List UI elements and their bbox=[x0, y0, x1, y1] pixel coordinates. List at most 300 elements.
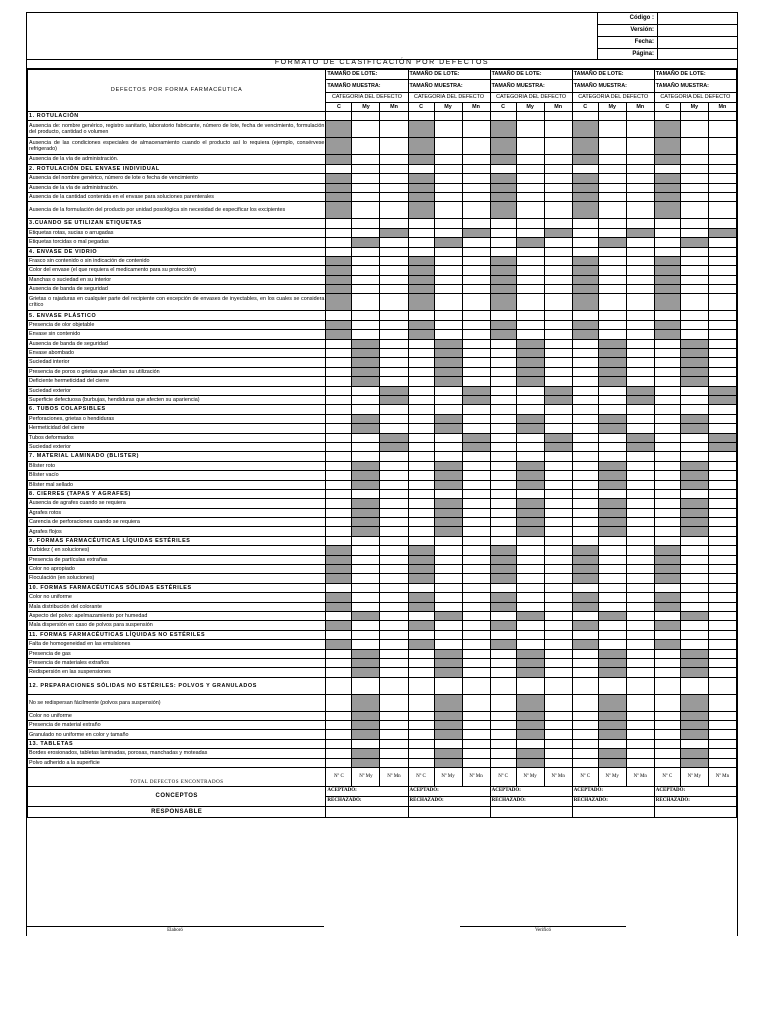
total-count-mn[interactable]: Nº Mn bbox=[626, 768, 654, 787]
count-cell[interactable] bbox=[626, 611, 654, 620]
total-count-mn[interactable]: Nº Mn bbox=[544, 768, 572, 787]
count-cell[interactable] bbox=[626, 349, 654, 358]
count-cell[interactable] bbox=[680, 228, 708, 237]
count-cell[interactable] bbox=[680, 546, 708, 555]
count-cell[interactable] bbox=[680, 358, 708, 367]
count-cell[interactable] bbox=[572, 367, 598, 376]
count-cell[interactable] bbox=[408, 611, 434, 620]
count-cell[interactable] bbox=[544, 593, 572, 602]
count-cell[interactable] bbox=[326, 339, 352, 348]
total-count-c[interactable]: Nº C bbox=[654, 768, 680, 787]
count-cell[interactable] bbox=[654, 121, 680, 138]
count-cell[interactable] bbox=[408, 574, 434, 583]
count-cell[interactable] bbox=[408, 471, 434, 480]
count-cell[interactable] bbox=[708, 621, 736, 630]
count-cell[interactable] bbox=[572, 611, 598, 620]
count-cell[interactable] bbox=[680, 593, 708, 602]
count-cell[interactable] bbox=[626, 358, 654, 367]
count-cell[interactable] bbox=[572, 174, 598, 183]
count-cell[interactable] bbox=[598, 414, 626, 423]
count-cell[interactable] bbox=[352, 611, 380, 620]
count-cell[interactable] bbox=[708, 367, 736, 376]
count-cell[interactable] bbox=[434, 611, 462, 620]
count-cell[interactable] bbox=[626, 183, 654, 192]
count-cell[interactable] bbox=[626, 668, 654, 677]
count-cell[interactable] bbox=[326, 546, 352, 555]
count-cell[interactable] bbox=[434, 320, 462, 329]
count-cell[interactable] bbox=[544, 442, 572, 451]
count-cell[interactable] bbox=[408, 294, 434, 311]
count-cell[interactable] bbox=[654, 377, 680, 386]
count-cell[interactable] bbox=[654, 285, 680, 294]
accepted-field[interactable]: ACEPTADO: bbox=[654, 787, 736, 797]
accepted-field[interactable]: ACEPTADO: bbox=[490, 787, 572, 797]
count-cell[interactable] bbox=[708, 694, 736, 711]
count-cell[interactable] bbox=[708, 121, 736, 138]
count-cell[interactable] bbox=[516, 155, 544, 164]
count-cell[interactable] bbox=[708, 377, 736, 386]
count-cell[interactable] bbox=[326, 358, 352, 367]
count-cell[interactable] bbox=[326, 621, 352, 630]
count-cell[interactable] bbox=[708, 555, 736, 564]
count-cell[interactable] bbox=[380, 658, 408, 667]
count-cell[interactable] bbox=[516, 546, 544, 555]
total-count-my[interactable]: Nº My bbox=[680, 768, 708, 787]
accepted-field[interactable]: ACEPTADO: bbox=[408, 787, 490, 797]
rejected-field[interactable]: RECHAZADO: bbox=[408, 797, 490, 807]
count-cell[interactable] bbox=[680, 518, 708, 527]
count-cell[interactable] bbox=[598, 574, 626, 583]
count-cell[interactable] bbox=[408, 228, 434, 237]
count-cell[interactable] bbox=[708, 649, 736, 658]
count-cell[interactable] bbox=[654, 508, 680, 517]
count-cell[interactable] bbox=[490, 424, 516, 433]
count-cell[interactable] bbox=[408, 339, 434, 348]
count-cell[interactable] bbox=[434, 471, 462, 480]
count-cell[interactable] bbox=[380, 155, 408, 164]
count-cell[interactable] bbox=[626, 749, 654, 758]
count-cell[interactable] bbox=[626, 367, 654, 376]
count-cell[interactable] bbox=[572, 202, 598, 219]
count-cell[interactable] bbox=[462, 121, 490, 138]
count-cell[interactable] bbox=[544, 749, 572, 758]
count-cell[interactable] bbox=[544, 339, 572, 348]
count-cell[interactable] bbox=[680, 266, 708, 275]
count-cell[interactable] bbox=[326, 461, 352, 470]
count-cell[interactable] bbox=[352, 433, 380, 442]
count-cell[interactable] bbox=[544, 621, 572, 630]
count-cell[interactable] bbox=[572, 442, 598, 451]
count-cell[interactable] bbox=[352, 442, 380, 451]
count-cell[interactable] bbox=[680, 339, 708, 348]
count-cell[interactable] bbox=[326, 330, 352, 339]
count-cell[interactable] bbox=[326, 565, 352, 574]
count-cell[interactable] bbox=[708, 640, 736, 649]
count-cell[interactable] bbox=[490, 174, 516, 183]
count-cell[interactable] bbox=[380, 668, 408, 677]
count-cell[interactable] bbox=[572, 285, 598, 294]
count-cell[interactable] bbox=[434, 155, 462, 164]
count-cell[interactable] bbox=[490, 555, 516, 564]
count-cell[interactable] bbox=[544, 668, 572, 677]
count-cell[interactable] bbox=[598, 192, 626, 201]
count-cell[interactable] bbox=[380, 461, 408, 470]
count-cell[interactable] bbox=[380, 442, 408, 451]
count-cell[interactable] bbox=[516, 565, 544, 574]
count-cell[interactable] bbox=[352, 649, 380, 658]
count-cell[interactable] bbox=[326, 138, 352, 155]
count-cell[interactable] bbox=[516, 330, 544, 339]
count-cell[interactable] bbox=[380, 758, 408, 767]
count-cell[interactable] bbox=[654, 395, 680, 404]
count-cell[interactable] bbox=[490, 749, 516, 758]
count-cell[interactable] bbox=[598, 320, 626, 329]
count-cell[interactable] bbox=[352, 294, 380, 311]
count-cell[interactable] bbox=[490, 711, 516, 720]
count-cell[interactable] bbox=[490, 508, 516, 517]
count-cell[interactable] bbox=[326, 480, 352, 489]
count-cell[interactable] bbox=[490, 471, 516, 480]
count-cell[interactable] bbox=[490, 433, 516, 442]
count-cell[interactable] bbox=[352, 377, 380, 386]
count-cell[interactable] bbox=[516, 593, 544, 602]
count-cell[interactable] bbox=[462, 349, 490, 358]
count-cell[interactable] bbox=[326, 508, 352, 517]
count-cell[interactable] bbox=[326, 202, 352, 219]
count-cell[interactable] bbox=[326, 649, 352, 658]
count-cell[interactable] bbox=[708, 461, 736, 470]
count-cell[interactable] bbox=[516, 138, 544, 155]
count-cell[interactable] bbox=[544, 275, 572, 284]
count-cell[interactable] bbox=[680, 202, 708, 219]
count-cell[interactable] bbox=[462, 155, 490, 164]
count-cell[interactable] bbox=[572, 358, 598, 367]
count-cell[interactable] bbox=[708, 480, 736, 489]
count-cell[interactable] bbox=[654, 546, 680, 555]
count-cell[interactable] bbox=[408, 395, 434, 404]
count-cell[interactable] bbox=[708, 711, 736, 720]
count-cell[interactable] bbox=[434, 694, 462, 711]
count-cell[interactable] bbox=[654, 461, 680, 470]
count-cell[interactable] bbox=[462, 358, 490, 367]
count-cell[interactable] bbox=[544, 508, 572, 517]
count-cell[interactable] bbox=[544, 658, 572, 667]
count-cell[interactable] bbox=[598, 668, 626, 677]
count-cell[interactable] bbox=[380, 593, 408, 602]
count-cell[interactable] bbox=[572, 256, 598, 265]
count-cell[interactable] bbox=[462, 386, 490, 395]
count-cell[interactable] bbox=[516, 611, 544, 620]
count-cell[interactable] bbox=[516, 320, 544, 329]
count-cell[interactable] bbox=[408, 602, 434, 611]
count-cell[interactable] bbox=[326, 499, 352, 508]
count-cell[interactable] bbox=[680, 640, 708, 649]
count-cell[interactable] bbox=[572, 721, 598, 730]
count-cell[interactable] bbox=[708, 758, 736, 767]
count-cell[interactable] bbox=[408, 640, 434, 649]
count-cell[interactable] bbox=[680, 508, 708, 517]
count-cell[interactable] bbox=[708, 602, 736, 611]
count-cell[interactable] bbox=[626, 414, 654, 423]
count-cell[interactable] bbox=[544, 174, 572, 183]
count-cell[interactable] bbox=[408, 414, 434, 423]
count-cell[interactable] bbox=[708, 256, 736, 265]
count-cell[interactable] bbox=[352, 518, 380, 527]
count-cell[interactable] bbox=[408, 499, 434, 508]
count-cell[interactable] bbox=[490, 527, 516, 536]
count-cell[interactable] bbox=[352, 461, 380, 470]
count-cell[interactable] bbox=[434, 294, 462, 311]
count-cell[interactable] bbox=[462, 238, 490, 247]
count-cell[interactable] bbox=[572, 658, 598, 667]
count-cell[interactable] bbox=[544, 202, 572, 219]
count-cell[interactable] bbox=[352, 499, 380, 508]
count-cell[interactable] bbox=[654, 602, 680, 611]
count-cell[interactable] bbox=[462, 640, 490, 649]
count-cell[interactable] bbox=[380, 611, 408, 620]
count-cell[interactable] bbox=[352, 640, 380, 649]
count-cell[interactable] bbox=[326, 749, 352, 758]
count-cell[interactable] bbox=[708, 275, 736, 284]
count-cell[interactable] bbox=[434, 330, 462, 339]
count-cell[interactable] bbox=[462, 256, 490, 265]
count-cell[interactable] bbox=[544, 183, 572, 192]
count-cell[interactable] bbox=[516, 649, 544, 658]
count-cell[interactable] bbox=[598, 499, 626, 508]
count-cell[interactable] bbox=[490, 386, 516, 395]
count-cell[interactable] bbox=[462, 471, 490, 480]
count-cell[interactable] bbox=[572, 414, 598, 423]
count-cell[interactable] bbox=[544, 386, 572, 395]
count-cell[interactable] bbox=[680, 711, 708, 720]
count-cell[interactable] bbox=[408, 256, 434, 265]
count-cell[interactable] bbox=[626, 238, 654, 247]
count-cell[interactable] bbox=[708, 527, 736, 536]
count-cell[interactable] bbox=[654, 694, 680, 711]
count-cell[interactable] bbox=[598, 758, 626, 767]
count-cell[interactable] bbox=[708, 395, 736, 404]
count-cell[interactable] bbox=[680, 424, 708, 433]
count-cell[interactable] bbox=[490, 602, 516, 611]
count-cell[interactable] bbox=[654, 174, 680, 183]
count-cell[interactable] bbox=[326, 256, 352, 265]
count-cell[interactable] bbox=[408, 461, 434, 470]
count-cell[interactable] bbox=[654, 658, 680, 667]
count-cell[interactable] bbox=[708, 202, 736, 219]
count-cell[interactable] bbox=[380, 602, 408, 611]
sample-size-label[interactable]: TAMAÑO MUESTRA: bbox=[408, 80, 490, 93]
count-cell[interactable] bbox=[434, 721, 462, 730]
count-cell[interactable] bbox=[490, 480, 516, 489]
count-cell[interactable] bbox=[626, 555, 654, 564]
count-cell[interactable] bbox=[572, 565, 598, 574]
count-cell[interactable] bbox=[408, 758, 434, 767]
count-cell[interactable] bbox=[516, 202, 544, 219]
count-cell[interactable] bbox=[490, 275, 516, 284]
count-cell[interactable] bbox=[490, 138, 516, 155]
count-cell[interactable] bbox=[680, 294, 708, 311]
count-cell[interactable] bbox=[434, 266, 462, 275]
count-cell[interactable] bbox=[544, 266, 572, 275]
count-cell[interactable] bbox=[680, 320, 708, 329]
count-cell[interactable] bbox=[516, 367, 544, 376]
count-cell[interactable] bbox=[352, 565, 380, 574]
count-cell[interactable] bbox=[680, 433, 708, 442]
count-cell[interactable] bbox=[598, 228, 626, 237]
count-cell[interactable] bbox=[462, 192, 490, 201]
count-cell[interactable] bbox=[654, 339, 680, 348]
count-cell[interactable] bbox=[490, 155, 516, 164]
total-count-mn[interactable]: Nº Mn bbox=[380, 768, 408, 787]
count-cell[interactable] bbox=[516, 694, 544, 711]
count-cell[interactable] bbox=[434, 377, 462, 386]
count-cell[interactable] bbox=[434, 730, 462, 739]
count-cell[interactable] bbox=[680, 611, 708, 620]
count-cell[interactable] bbox=[626, 202, 654, 219]
count-cell[interactable] bbox=[544, 395, 572, 404]
count-cell[interactable] bbox=[654, 565, 680, 574]
count-cell[interactable] bbox=[654, 386, 680, 395]
count-cell[interactable] bbox=[708, 658, 736, 667]
count-cell[interactable] bbox=[572, 461, 598, 470]
count-cell[interactable] bbox=[490, 192, 516, 201]
count-cell[interactable] bbox=[434, 183, 462, 192]
count-cell[interactable] bbox=[408, 266, 434, 275]
count-cell[interactable] bbox=[352, 414, 380, 423]
rejected-field[interactable]: RECHAZADO: bbox=[654, 797, 736, 807]
count-cell[interactable] bbox=[598, 339, 626, 348]
count-cell[interactable] bbox=[708, 565, 736, 574]
count-cell[interactable] bbox=[352, 155, 380, 164]
count-cell[interactable] bbox=[326, 320, 352, 329]
count-cell[interactable] bbox=[598, 602, 626, 611]
count-cell[interactable] bbox=[544, 758, 572, 767]
count-cell[interactable] bbox=[380, 228, 408, 237]
count-cell[interactable] bbox=[408, 424, 434, 433]
count-cell[interactable] bbox=[408, 367, 434, 376]
count-cell[interactable] bbox=[462, 442, 490, 451]
count-cell[interactable] bbox=[598, 433, 626, 442]
count-cell[interactable] bbox=[598, 285, 626, 294]
count-cell[interactable] bbox=[434, 339, 462, 348]
count-cell[interactable] bbox=[326, 395, 352, 404]
count-cell[interactable] bbox=[708, 593, 736, 602]
count-cell[interactable] bbox=[544, 694, 572, 711]
count-cell[interactable] bbox=[462, 555, 490, 564]
count-cell[interactable] bbox=[352, 721, 380, 730]
count-cell[interactable] bbox=[462, 518, 490, 527]
count-cell[interactable] bbox=[516, 349, 544, 358]
sample-size-label[interactable]: TAMAÑO MUESTRA: bbox=[490, 80, 572, 93]
count-cell[interactable] bbox=[516, 414, 544, 423]
count-cell[interactable] bbox=[626, 565, 654, 574]
count-cell[interactable] bbox=[408, 330, 434, 339]
count-cell[interactable] bbox=[654, 238, 680, 247]
count-cell[interactable] bbox=[572, 183, 598, 192]
count-cell[interactable] bbox=[380, 518, 408, 527]
count-cell[interactable] bbox=[434, 442, 462, 451]
count-cell[interactable] bbox=[544, 155, 572, 164]
count-cell[interactable] bbox=[708, 266, 736, 275]
count-cell[interactable] bbox=[572, 349, 598, 358]
count-cell[interactable] bbox=[626, 192, 654, 201]
count-cell[interactable] bbox=[516, 480, 544, 489]
count-cell[interactable] bbox=[708, 668, 736, 677]
count-cell[interactable] bbox=[434, 593, 462, 602]
count-cell[interactable] bbox=[326, 555, 352, 564]
count-cell[interactable] bbox=[352, 711, 380, 720]
count-cell[interactable] bbox=[408, 480, 434, 489]
count-cell[interactable] bbox=[352, 330, 380, 339]
count-cell[interactable] bbox=[708, 183, 736, 192]
count-cell[interactable] bbox=[598, 424, 626, 433]
count-cell[interactable] bbox=[680, 574, 708, 583]
count-cell[interactable] bbox=[572, 640, 598, 649]
count-cell[interactable] bbox=[352, 546, 380, 555]
count-cell[interactable] bbox=[462, 621, 490, 630]
total-count-c[interactable]: Nº C bbox=[408, 768, 434, 787]
count-cell[interactable] bbox=[598, 649, 626, 658]
count-cell[interactable] bbox=[352, 285, 380, 294]
count-cell[interactable] bbox=[626, 546, 654, 555]
count-cell[interactable] bbox=[626, 649, 654, 658]
count-cell[interactable] bbox=[462, 320, 490, 329]
count-cell[interactable] bbox=[680, 480, 708, 489]
count-cell[interactable] bbox=[490, 285, 516, 294]
lot-size-label[interactable]: TAMAÑO DE LOTE: bbox=[490, 70, 572, 80]
count-cell[interactable] bbox=[380, 565, 408, 574]
count-cell[interactable] bbox=[598, 518, 626, 527]
count-cell[interactable] bbox=[352, 256, 380, 265]
sample-size-label[interactable]: TAMAÑO MUESTRA: bbox=[326, 80, 408, 93]
count-cell[interactable] bbox=[544, 238, 572, 247]
count-cell[interactable] bbox=[572, 330, 598, 339]
count-cell[interactable] bbox=[380, 138, 408, 155]
count-cell[interactable] bbox=[572, 574, 598, 583]
count-cell[interactable] bbox=[380, 694, 408, 711]
total-count-my[interactable]: Nº My bbox=[598, 768, 626, 787]
count-cell[interactable] bbox=[434, 668, 462, 677]
count-cell[interactable] bbox=[490, 294, 516, 311]
count-cell[interactable] bbox=[462, 574, 490, 583]
count-cell[interactable] bbox=[680, 621, 708, 630]
count-cell[interactable] bbox=[380, 749, 408, 758]
count-cell[interactable] bbox=[598, 367, 626, 376]
count-cell[interactable] bbox=[654, 593, 680, 602]
date-value[interactable] bbox=[658, 37, 738, 48]
count-cell[interactable] bbox=[708, 386, 736, 395]
count-cell[interactable] bbox=[352, 138, 380, 155]
count-cell[interactable] bbox=[434, 480, 462, 489]
count-cell[interactable] bbox=[434, 602, 462, 611]
count-cell[interactable] bbox=[408, 386, 434, 395]
count-cell[interactable] bbox=[598, 256, 626, 265]
count-cell[interactable] bbox=[352, 668, 380, 677]
count-cell[interactable] bbox=[680, 395, 708, 404]
count-cell[interactable] bbox=[490, 202, 516, 219]
count-cell[interactable] bbox=[380, 711, 408, 720]
count-cell[interactable] bbox=[434, 358, 462, 367]
count-cell[interactable] bbox=[544, 367, 572, 376]
count-cell[interactable] bbox=[708, 546, 736, 555]
count-cell[interactable] bbox=[654, 442, 680, 451]
count-cell[interactable] bbox=[626, 442, 654, 451]
count-cell[interactable] bbox=[516, 640, 544, 649]
count-cell[interactable] bbox=[626, 711, 654, 720]
count-cell[interactable] bbox=[326, 294, 352, 311]
count-cell[interactable] bbox=[572, 546, 598, 555]
count-cell[interactable] bbox=[408, 527, 434, 536]
